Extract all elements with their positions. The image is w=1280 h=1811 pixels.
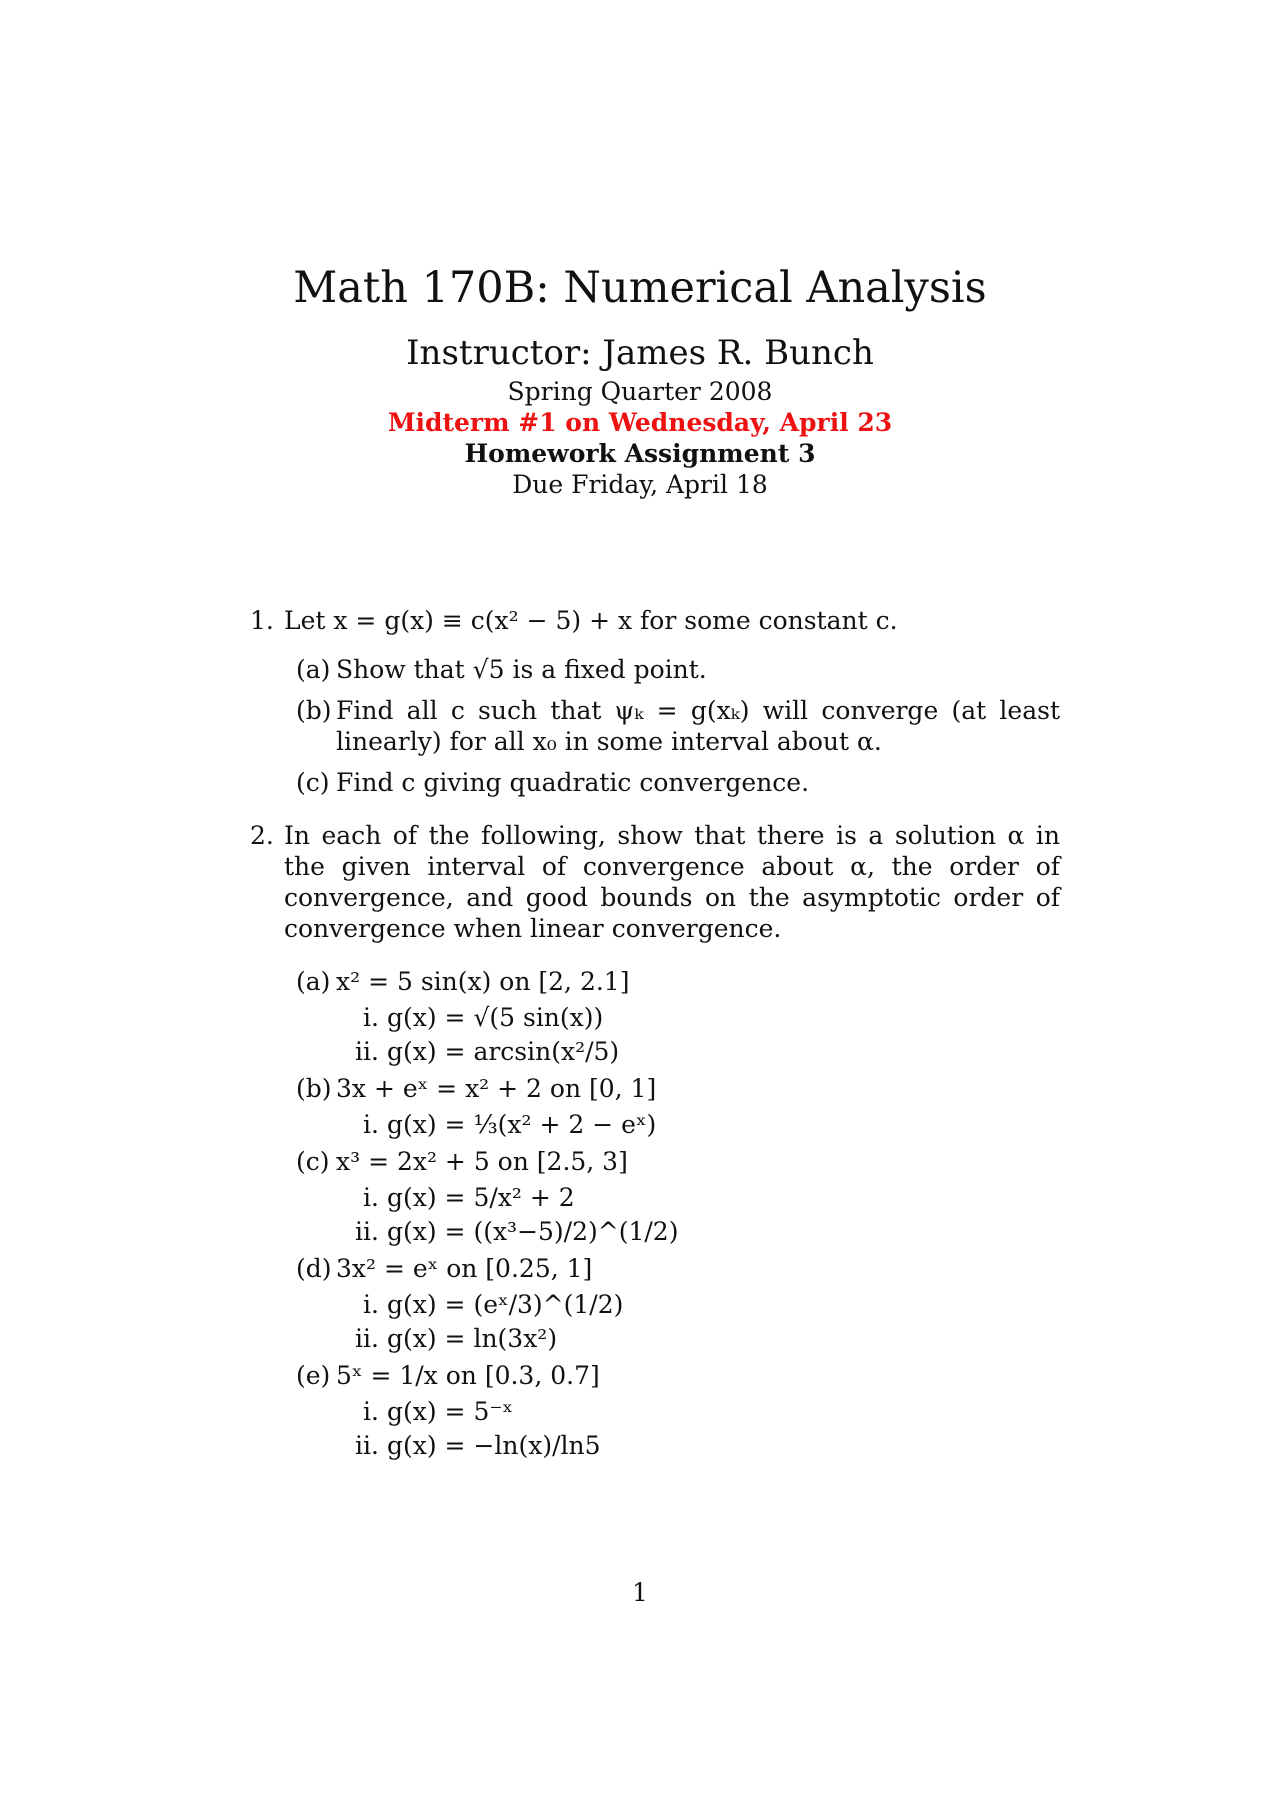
item-text: g(x) = 5/x² + 2: [387, 1183, 575, 1212]
item-text: g(x) = (eˣ/3)^(1/2): [387, 1290, 624, 1319]
problem-2-part-e: [250, 1360, 1060, 1391]
instructor-line: Instructor: James R. Bunch: [406, 333, 874, 373]
part-label: (b): [296, 696, 332, 725]
problem-2c-item-ii: [250, 1215, 1060, 1249]
problem-list: [250, 605, 1060, 1463]
item-label: ii.: [355, 1431, 379, 1460]
midterm-notice: Midterm #1 on Wednesday, April 23: [387, 408, 893, 437]
item-label: i.: [363, 1110, 379, 1139]
item-text: g(x) = ((x³−5)/2)^(1/2): [387, 1217, 679, 1246]
problem-2: [250, 820, 1060, 944]
problem-text: In each of the following, show that there is a solution α in the given interval of convergence about α, the order of convergence, and good bounds on the asymptotic order of convergence when linear convergence.: [284, 821, 1060, 943]
problem-2e-item-ii: [250, 1429, 1060, 1463]
problem-2-part-d: [250, 1253, 1060, 1284]
problem-1-part-c: [250, 767, 1060, 798]
problem-2-part-c: [250, 1146, 1060, 1177]
problem-2e-item-i: [250, 1395, 1060, 1429]
item-text: g(x) = ⅓(x² + 2 − eˣ): [387, 1110, 657, 1139]
item-text: g(x) = √(5 sin(x)): [387, 1003, 604, 1032]
problem-2a-item-ii: [250, 1035, 1060, 1069]
problem-2d-item-i: [250, 1288, 1060, 1322]
problem-1-part-b: [250, 695, 1060, 757]
item-text: g(x) = 5⁻ˣ: [387, 1397, 514, 1426]
part-label: (a): [296, 967, 331, 996]
item-label: ii.: [355, 1217, 379, 1246]
part-text: Find c giving quadratic convergence.: [336, 768, 810, 797]
due-date: Due Friday, April 18: [512, 470, 768, 499]
problem-1: [250, 605, 1060, 636]
header: [0, 262, 1280, 500]
part-text: x³ = 2x² + 5 on [2.5, 3]: [336, 1147, 628, 1176]
item-label: i.: [363, 1003, 379, 1032]
problem-text: Let x = g(x) ≡ c(x² − 5) + x for some constant c.: [284, 606, 898, 635]
item-label: i.: [363, 1290, 379, 1319]
part-label: (e): [296, 1361, 331, 1390]
part-text: 3x + eˣ = x² + 2 on [0, 1]: [336, 1074, 657, 1103]
problem-2-part-a: [250, 966, 1060, 997]
item-label: i.: [363, 1397, 379, 1426]
problem-2c-item-i: [250, 1181, 1060, 1215]
item-label: ii.: [355, 1324, 379, 1353]
quarter-line: Spring Quarter 2008: [507, 377, 773, 406]
part-text: Find all c such that ψₖ = g(xₖ) will converge (at least linearly) for all x₀ in some interval about α.: [336, 696, 1060, 756]
part-text: 5ˣ = 1/x on [0.3, 0.7]: [336, 1361, 600, 1390]
problem-2a-item-i: [250, 1001, 1060, 1035]
course-title: Math 170B: Numerical Analysis: [293, 263, 987, 313]
item-text: g(x) = ln(3x²): [387, 1324, 558, 1353]
item-text: g(x) = arcsin(x²/5): [387, 1037, 620, 1066]
part-label: (d): [296, 1254, 332, 1283]
problem-2-part-b: [250, 1073, 1060, 1104]
item-text: g(x) = −ln(x)/ln5: [387, 1431, 601, 1460]
problem-number: 2.: [250, 821, 274, 850]
part-text: x² = 5 sin(x) on [2, 2.1]: [336, 967, 630, 996]
part-label: (b): [296, 1074, 332, 1103]
problem-number: 1.: [250, 606, 274, 635]
assignment-title: Homework Assignment 3: [464, 439, 816, 468]
item-label: i.: [363, 1183, 379, 1212]
problem-2b-item-i: [250, 1108, 1060, 1142]
part-text: 3x² = eˣ on [0.25, 1]: [336, 1254, 593, 1283]
item-label: ii.: [355, 1037, 379, 1066]
part-text: Show that √5 is a fixed point.: [336, 655, 707, 684]
page-number: 1: [632, 1578, 648, 1607]
problem-1-part-a: [250, 654, 1060, 685]
part-label: (a): [296, 655, 331, 684]
problem-2d-item-ii: [250, 1322, 1060, 1356]
part-label: (c): [296, 768, 330, 797]
part-label: (c): [296, 1147, 330, 1176]
